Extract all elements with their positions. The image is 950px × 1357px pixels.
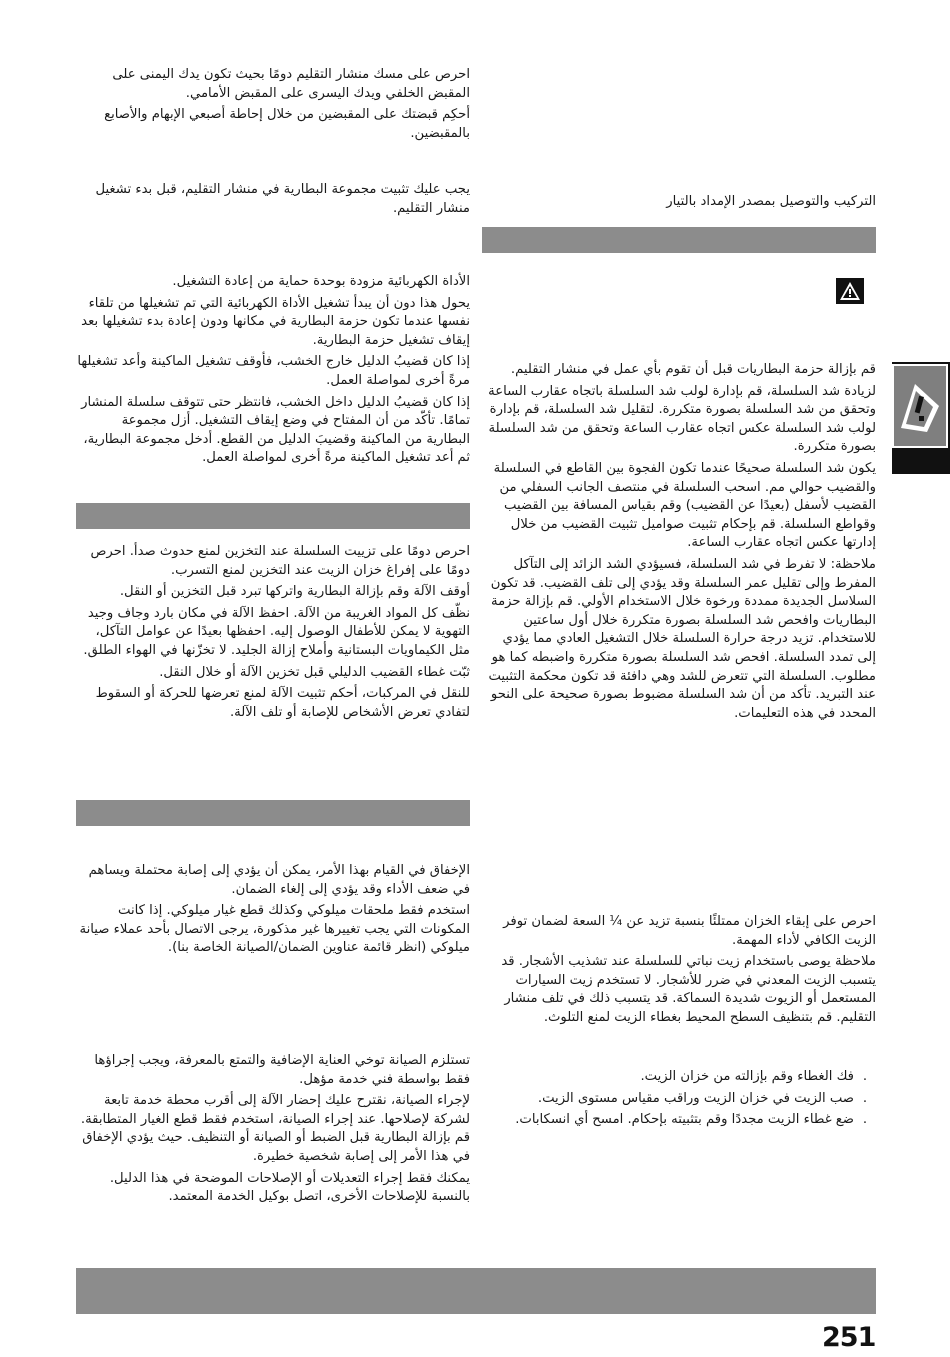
left-block-warning xyxy=(76,862,470,961)
left-block-battery-install xyxy=(76,181,470,221)
paragraph: للنقل في المركبات، أحكم تثبيت الآلة لمنع تعرضها للحركة أو السقوط لتفادي تعرض الأشخاص للإصابة أو تلف الآلة. xyxy=(95,686,470,720)
paragraph: إذا كان قضيبُ الدليل داخل الخشب، فانتظر حتى تتوقف سلسلة المنشار تمامًا. تأكّد من أن المفتاح في وضع إيقاف التشغيل. أزل مجموعة البطارية من الماكينة وقضيبَ الدليل من القطع. أدخل مجموعة البطارية، ثم أعد تشغيل الماكينة مرةً أخرى لمواصلة العمل. xyxy=(81,394,470,466)
heading-text: التركيب والتوصيل بمصدر الإمداد بالتيار xyxy=(666,194,876,209)
paragraph: يمكنك فقط إجراء التعديلات أو الإصلاحات الموضحة في هذا الدليل. بالنسبة للإصلاحات الأخرى، اتصل بوكيل الخدمة المعتمد. xyxy=(109,1170,470,1205)
paragraph: احرص دومًا على تزييت السلسلة عند التخزين لمنع حدوث صدأ. احرص دومًا على إفراغ خزان الزيت عند التخزين لمنع التسرب. xyxy=(90,544,470,578)
paragraph: الإخفاق في القيام بهذا الأمر، يمكن أن يؤدي إلى إصابة محتملة ويساهم في ضعف الأداء وقد يؤدي إلى إلغاء الضمان. xyxy=(88,863,470,897)
right-block-oil xyxy=(482,913,876,1031)
paragraph: لزيادة شد السلسلة، قم بإدارة لولب شد السلسلة باتجاه عقارب الساعة وتحقق من شد السلسلة بصورة متكررة. لتقليل شد السلسلة، قم بإدارة لولب شد السلسلة عكس اتجاه عقارب الساعة وتحقق من شد السلسلة بصورة متكررة. xyxy=(488,383,876,455)
paragraph: ملاحظة يوصى باستخدام زيت نباتي للسلسلة عند تشذيب الأشجار. قد يتسبب الزيت المعدني في ضرر للأشجار. لا تستخدم زيت السيارات المستعمل أو الزيوت شديدة السماكة. قد يتسبب ذلك في تلف منشار التقليم. قم بتنظيف السطح المحيط بغطاء الزيت لمنع التلوث. xyxy=(501,954,876,1025)
list-text: فك الغطاء وقم بإزالته من خزان الزيت. xyxy=(640,1069,854,1084)
paragraph: قم بإزالة حزمة البطاريات قبل أن تقوم بأي عمل في منشار التقليم. xyxy=(510,362,876,377)
list-item xyxy=(482,1090,876,1109)
list-text: ضع غطاء الزيت مجددًا وقم بتثبيته بإحكام. امسح أي انسكابات. xyxy=(515,1112,854,1128)
warning-exclamation-icon xyxy=(892,364,948,448)
section-bar-bottom xyxy=(76,1268,876,1314)
paragraph: أوقف الآلة وقم بإزالة البطارية واتركها تبرد قبل التخزين أو النقل. xyxy=(119,584,470,600)
paragraph: تستلزم الصيانة توخي العناية الإضافية والتمتع بالمعرفة، ويجب إجراؤها فقط بواسطة فني خدمة مؤهل. xyxy=(94,1053,470,1087)
list-item xyxy=(482,1068,876,1087)
paragraph: استخدم فقط ملحقات ميلوكي وكذلك قطع غيار ميلوكي. إذا كانت المكونات التي يجب تغييرها غير مذكورة، يرجى الاتصال بأحد عملاء صيانة ميلوكي (انظر قائمة عناوين الضمان/الصيانة الخاصة بنا). xyxy=(79,903,470,956)
right-list-oil-steps xyxy=(482,1068,876,1133)
left-block-service xyxy=(76,1052,470,1210)
paragraph: نظّف كل المواد الغريبة من الآلة. احفظ الآلة في مكان بارد وجاف وجيد التهوية لا يمكن للأطفال الوصول إليه. احفظها بعيدًا عن عوامل التآكل، مثل الكيماويات البستانية وأملاح إزالة الجليد. لا تخزّنها في الهواء الطلق. xyxy=(83,605,470,658)
paragraph: ثبّت غطاء القضيب الدليلي قبل تخزين الآلة أو خلال النقل. xyxy=(159,664,470,680)
left-block-restart-protection xyxy=(76,273,470,471)
paragraph: يجب عليك تثبيت مجموعة البطارية في منشار التقليم، قبل بدء تشغيل منشار التقليم. xyxy=(95,182,470,216)
right-block-chain-tension xyxy=(482,361,876,726)
list-marker: . xyxy=(862,1090,868,1106)
left-block-grip xyxy=(76,66,470,146)
paragraph: احرص على مسك منشار التقليم دومًا بحيث تكون يدك اليمنى على المقبض الخلفي ويدك اليسرى على المقبض الأمامي. xyxy=(112,67,470,101)
list-text: صب الزيت في خزان الزيت وراقب مقياس مستوى الزيت. xyxy=(537,1090,854,1106)
paragraph: احرص على إبقاء الخزان ممتلئًا بنسبة تزيد عن ¼ السعة لضمان توفر الزيت الكافي لأداء المهمة. xyxy=(503,914,876,948)
paragraph: يحول هذا دون أن يبدأ تشغيل الأداة الكهربائية التي تم تشغيلها من تلقاء نفسها عندما تكون حزمة البطارية في مكانها ودون إعادة بدء تشغيلها بعد إيقاف تشغيل حزمة البطارية. xyxy=(81,295,470,348)
paragraph: إذا كان قضيبُ الدليل خارج الخشب، فأوقف تشغيل الماكينة وأعد تشغيلها مرةً أخرى لمواصلة العمل. xyxy=(77,354,470,388)
section-heading-assembly xyxy=(482,193,876,215)
left-block-storage xyxy=(76,543,470,725)
page-number: 251 xyxy=(822,1322,876,1353)
section-bar-maintenance xyxy=(76,800,470,826)
list-marker: . xyxy=(862,1112,868,1128)
warning-triangle-icon xyxy=(836,278,864,304)
section-bar-assembly xyxy=(482,227,876,253)
paragraph: لإجراء الصيانة، نقترح عليك إحضار الآلة إلى أقرب محطة خدمة تابعة لشركة لإصلاحها. عند إجراء الصيانة، استخدم فقط قطع الغيار المتطابقة. قم بإزالة البطارية قبل الضبط أو الصيانة أو التنظيف. حيث يؤدي الإخفاق في هذا الأمر إلى إصابة شخصية خطيرة. xyxy=(80,1093,470,1164)
list-marker: . xyxy=(862,1069,868,1084)
list-item xyxy=(482,1111,876,1130)
paragraph: أحكِم قبضتك على المقبضين من خلال إحاطة أصبعي الإبهام والأصابع بالمقبضين. xyxy=(104,107,470,141)
paragraph: يكون شد السلسلة صحيحًا عندما تكون الفجوة بين القاطع في السلسلة والقضيب حوالي مم. اسحب السلسلة في منتصف الجانب السفلي من القضيب لأسفل (بعيدًا عن القضيب) وقم بقياس المسافة بين القضيب وقواطع السلسلة. قم بإحكام تثبيت صواميل تثبيت القضيب من خلال إدارتها عكس اتجاه عقارب الساعة. xyxy=(493,460,876,551)
section-bar-storage xyxy=(76,503,470,529)
paragraph: الأداة الكهربائية مزودة بوحدة حماية من إعادة التشغيل. xyxy=(172,274,470,289)
paragraph: ملاحظة: لا تفرط في شد السلسلة، فسيؤدي الشد الزائد إلى التآكل المفرط وإلى تقليل عمر السلسلة وقد يؤدي إلى تلف القضيب. قد تكون السلاسل الجديدة ممددة ورخوة خلال الاستخدام الأولي. قم بإزالة حزمة البطاريات وافحص شد السلسلة بصورة متكررة خلال أول ساعتين للاستخدام. تزيد درجة حرارة السلسلة خلال التشغيل العادي مما يؤدي إلى تمدد السلسلة. افحص شد السلسلة بصورة متكررة واضبطه كما هو مطلوب. السلسلة التي تتعرض للشد وهي دافئة قد تكون محكمة التثبيت عند التبريد. تأكد من أن شد السلسلة مضبوط بصورة صحيحة على النحو المحدد في هذه التعليمات. xyxy=(488,556,876,721)
